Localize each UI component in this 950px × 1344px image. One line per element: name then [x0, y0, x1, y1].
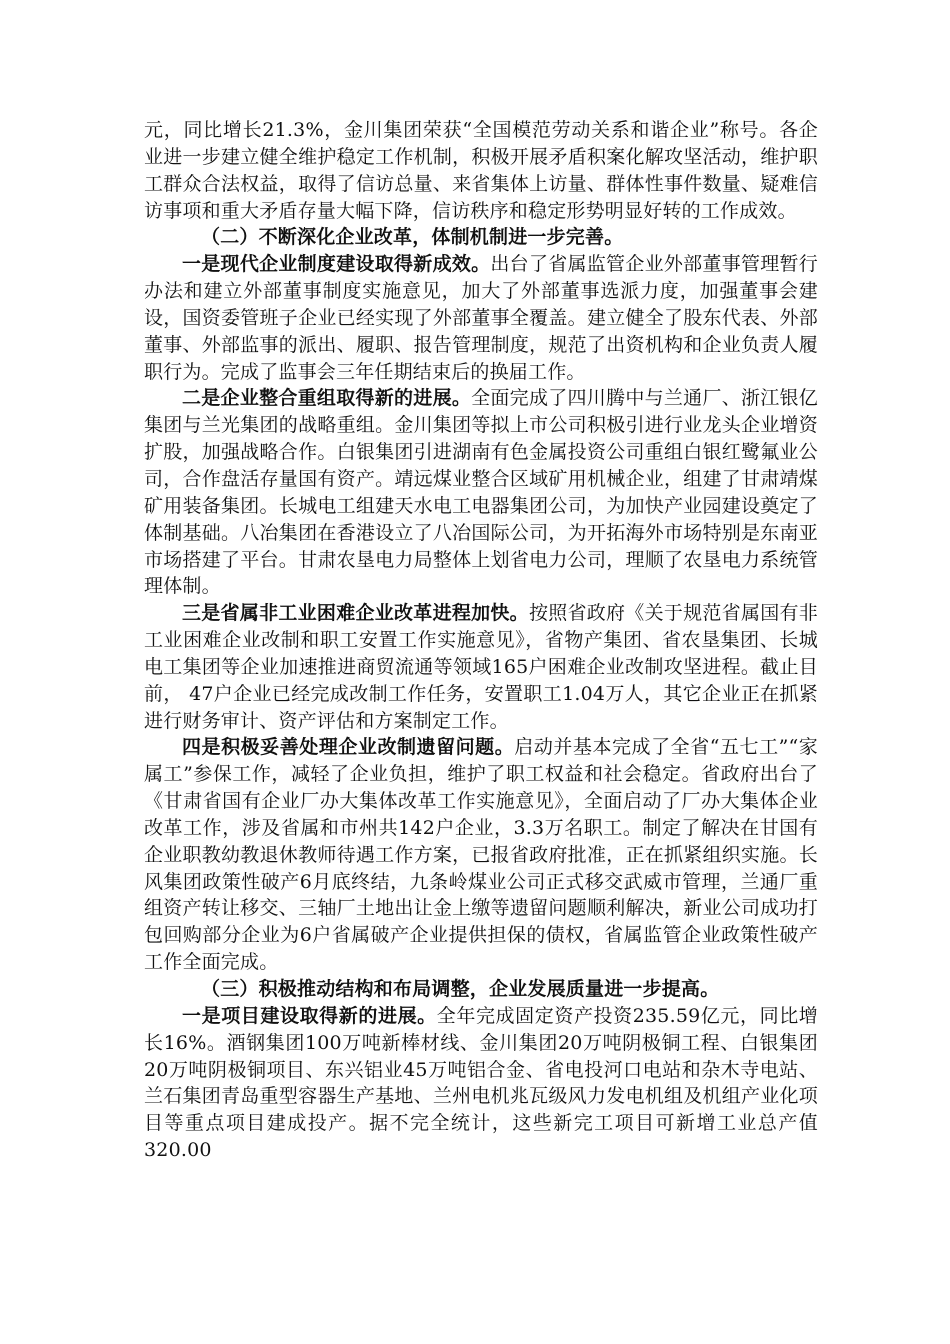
item-1-lead: 一是现代企业制度建设取得新成效。 [182, 253, 491, 276]
paragraph-item-4 [144, 734, 818, 976]
paragraph-item-2 [144, 385, 818, 600]
document-body [144, 117, 818, 1164]
item-3-body: 按照省政府《关于规范省属国有非工业困难企业改制和职工安置工作实施意见》，省物产集团、省农垦集团、长城电工集团等企业加速推进商贸流通等领域165户困难企业改制攻坚进程。截止目前， 47户企业已经完成改制工作任务，安置职工1.04万人，其它企业正在抓紧进行财务审计、资产评估和方案制定工作。 [144, 602, 818, 732]
item-1-body: 出台了省属监管企业外部董事管理暂行办法和建立外部董事制度实施意见，加大了外部董事选派力度，加强董事会建设，国资委管班子企业已经实现了外部董事全覆盖。建立健全了股东代表、外部董事、外部监事的派出、履职、报告管理制度，规范了出资机构和企业负责人履职行为。完成了监事会三年任期结束后的换届工作。 [144, 253, 819, 383]
item-5-body: 全年完成固定资产投资235.59亿元，同比增长16%。酒钢集团100万吨新棒材线、金川集团20万吨阴极铜工程、白银集团20万吨阴极铜项目、东兴铝业45万吨铝合金、省电投河口电站和杂木寺电站、兰石集团青岛重型容器生产基地、兰州电机兆瓦级风力发电机组及机组产业化项目等重点项目建成投产。据不完全统计，这些新完工项目可新增工业总产值320.00 [144, 1004, 818, 1162]
item-3-lead: 三是省属非工业困难企业改革进程加快。 [182, 602, 529, 625]
section-heading-2: （二）不断深化企业改革，体制机制进一步完善。 [201, 226, 624, 249]
paragraph-item-1 [144, 251, 818, 385]
paragraph-item-3 [144, 600, 818, 734]
item-4-lead: 四是积极妥善处理企业改制遗留问题。 [182, 736, 515, 759]
item-2-body: 全面完成了四川腾中与兰通厂、浙江银亿集团与兰光集团的战略重组。金川集团等拟上市公司积极引进行业龙头企业增资扩股，加强战略合作。白银集团引进湖南有色金属投资公司重组白银红鹭氟业公司，合作盘活存量国有资产。靖远煤业整合区域矿用机械企业，组建了甘肃靖煤矿用装备集团。长城电工组建天水电工电器集团公司，为加快产业园建设奠定了体制基础。八冶集团在香港设立了八冶国际公司，为开拓海外市场特别是东南亚市场搭建了平台。甘肃农垦电力局整体上划省电力公司，理顺了农垦电力系统管理体制。 [144, 387, 818, 598]
paragraph-intro: 元，同比增长21.3%，金川集团荣获“全国模范劳动关系和谐企业”称号。各企业进一步建立健全维护稳定工作机制，积极开展矛盾积案化解攻坚活动，维护职工群众合法权益，取得了信访总量、来省集体上访量、群体性事件数量、疑难信访事项和重大矛盾存量大幅下降，信访秩序和稳定形势明显好转的工作成效。 [144, 119, 818, 222]
paragraph-item-5 [144, 1003, 818, 1164]
item-4-body: 启动并基本完成了全省“五七工”“家属工”参保工作，减轻了企业负担，维护了职工权益和社会稳定。省政府出台了《甘肃省国有企业厂办大集体改革工作实施意见》，全面启动了厂办大集体企业改革工作，涉及省属和市州共142户企业，3.3万名职工。制定了解决在甘国有企业职教幼教退休教师待遇工作方案，已报省政府批准，正在抓紧组织实施。长风集团政策性破产6月底终结，九条岭煤业公司正式移交武威市管理，兰通厂重组资产转让移交、三轴厂土地出让金上缴等遗留问题顺利解决，新业公司成功打包回购部分企业为6户省属破产企业提供担保的债权，省属监管企业政策性破产工作全面完成。 [144, 736, 819, 974]
item-2-lead: 二是企业整合重组取得新的进展。 [182, 387, 472, 410]
item-5-lead: 一是项目建设取得新的进展。 [182, 1004, 437, 1027]
section-heading-3: （三）积极推动结构和布局调整，企业发展质量进一步提高。 [201, 978, 720, 1000]
